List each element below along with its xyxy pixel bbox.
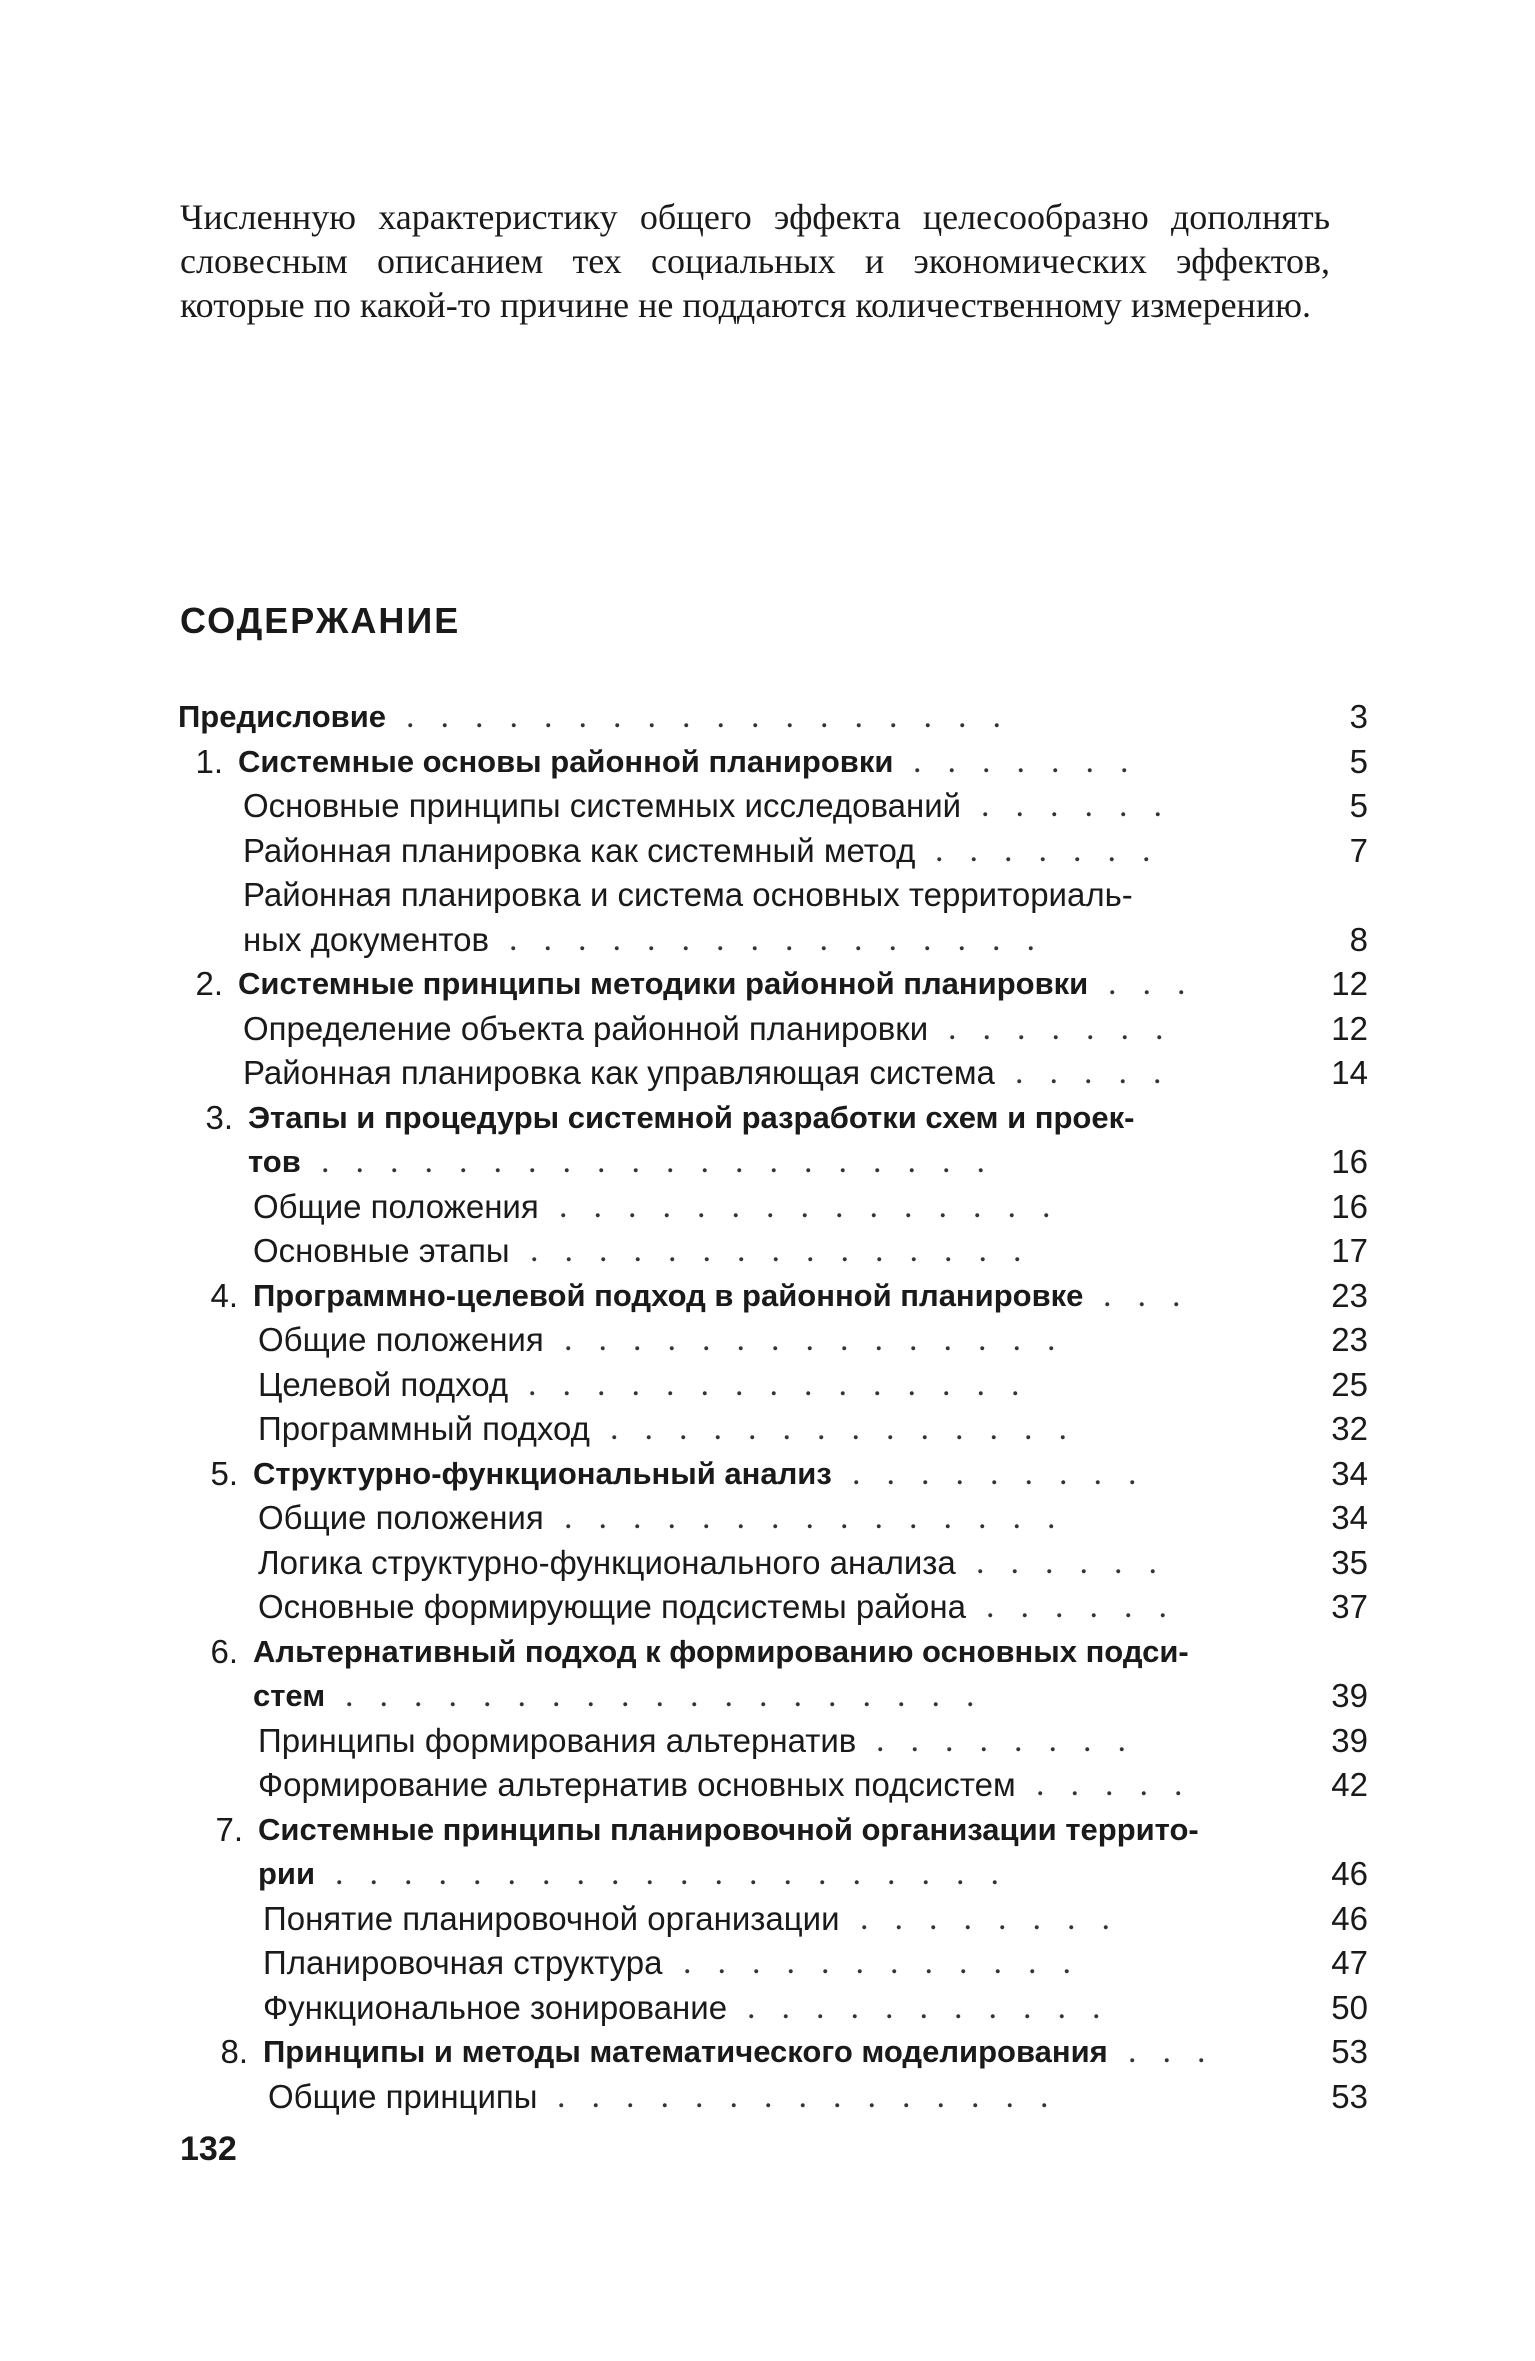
toc-row [178,1407,1368,1452]
toc-page-number: 50 [1331,1988,1368,2026]
toc-page-number: 39 [1331,1721,1368,1759]
toc-chapter-number: 5. [210,1454,238,1492]
toc-page-number: 17 [1331,1232,1368,1269]
toc-leader-dots: ...... [986,1588,1193,1625]
toc-row [178,1808,1368,1853]
toc-chapter-number: 7. [215,1810,243,1848]
toc-entry-title: рии [258,1856,316,1891]
toc-row [178,1140,1368,1185]
table-of-contents [178,695,1368,2119]
toc-page-number: 16 [1331,1187,1368,1225]
toc-entry-title: Альтернативный подход к формированию основных подси- [253,1633,1189,1669]
toc-entry-title: Системные основы районной планировки [238,743,894,779]
toc-row [178,1185,1368,1230]
toc-leader-dots: .................... [335,1855,1025,1892]
toc-row [178,1541,1368,1586]
toc-entry-title: Общие принципы [268,2077,538,2115]
toc-leader-dots: .............. [610,1410,1093,1447]
toc-entry-title: Системные принципы методики районной планировки [238,966,1089,1001]
toc-page-number: 35 [1331,1543,1368,1581]
toc-leader-dots: ....... [913,742,1155,780]
toc-entry-title: Принципы формирования альтернатив [258,1721,857,1759]
toc-row [178,1452,1368,1497]
toc-leader-dots: ... [1103,1276,1207,1314]
toc-page-number: 5 [1349,787,1368,824]
toc-leader-dots: ...... [976,1543,1183,1581]
toc-leader-dots: .................... [321,1143,1011,1180]
toc-entry-title: Принципы и методы математического моделирования [263,2034,1108,2069]
toc-row [178,1674,1368,1719]
toc-row [178,784,1368,829]
toc-page-number: 16 [1331,1143,1368,1180]
toc-row [178,2030,1368,2075]
toc-leader-dots: ................ [509,920,1061,958]
toc-entry-title: Программный подход [258,1410,590,1447]
toc-entry-title: Районная планировка как управляющая система [243,1054,995,1091]
toc-leader-dots: ............... [530,1232,1048,1269]
intro-paragraph: Численную характеристику общего эффекта целесообразно дополнять словесным описанием тех социальных и экономических эффектов, которые по какой-то причине не поддаются количественному измерению. [180,197,1330,325]
toc-chapter-number: 3. [205,1098,233,1136]
toc-row [178,1897,1368,1942]
toc-row [178,2075,1368,2120]
toc-row [178,1496,1368,1541]
toc-page-number: 7 [1349,831,1368,869]
toc-leader-dots: ... [1108,965,1212,1002]
toc-row [178,873,1368,918]
toc-page-number: 12 [1331,1009,1368,1047]
toc-row [178,918,1368,963]
toc-entry-title: Районная планировка и система основных территориаль- [243,876,1133,913]
toc-leader-dots: ..... [1015,1054,1188,1091]
toc-page-number: 37 [1331,1588,1368,1625]
toc-entry-title: Общие положения [253,1187,539,1225]
toc-leader-dots: ................... [345,1677,1001,1714]
toc-row [178,1585,1368,1630]
toc-entry-title: Общие положения [258,1499,544,1536]
toc-leader-dots: ... [1128,2033,1232,2070]
toc-entry-title: Логика структурно-функционального анализа [258,1543,956,1581]
toc-row [178,1096,1368,1141]
toc-chapter-number: 8. [220,2033,248,2070]
toc-row [178,1763,1368,1808]
toc-entry-title: Районная планировка как системный метод [243,831,916,869]
toc-page-number: 23 [1331,1276,1368,1314]
toc-entry-title: Основные принципы системных исследований [243,787,962,824]
contents-heading: СОДЕРЖАНИЕ [180,600,461,641]
toc-row [178,1852,1368,1897]
toc-page-number: 32 [1331,1410,1368,1447]
toc-leader-dots: ..... [1036,1766,1209,1803]
toc-entry-title: Основные этапы [253,1232,510,1269]
toc-leader-dots: ........... [747,1988,1127,2026]
toc-page-number: 23 [1331,1321,1368,1358]
toc-leader-dots: ............... [564,1499,1082,1536]
toc-row [178,1274,1368,1319]
toc-page-number: 42 [1331,1766,1368,1803]
toc-leader-dots: ............... [564,1321,1082,1358]
toc-page-number: 46 [1331,1855,1368,1892]
toc-leader-dots: ......... [852,1454,1163,1492]
toc-entry-title: Предисловие [178,699,387,734]
toc-row [178,1229,1368,1274]
toc-page-number: 12 [1331,965,1368,1002]
toc-page-number: 47 [1331,1944,1368,1981]
toc-page-number: 5 [1349,742,1368,780]
toc-page-number: 8 [1349,920,1368,958]
toc-page-number: 34 [1331,1454,1368,1492]
toc-row [178,1318,1368,1363]
toc-page-number: 39 [1331,1677,1368,1714]
toc-row [178,740,1368,785]
toc-entry-title: Целевой подход [258,1365,509,1403]
toc-chapter-number: 6. [210,1632,238,1670]
toc-row [178,962,1368,1007]
toc-row [178,1051,1368,1096]
toc-page-number: 46 [1331,1899,1368,1937]
toc-entry-title: тов [248,1144,301,1179]
toc-entry-title: Программно-целевой подход в районной планировке [253,1277,1084,1313]
toc-entry-title: Понятие планировочной организации [263,1899,840,1937]
toc-leader-dots: ....... [935,831,1177,869]
toc-row [178,1719,1368,1764]
toc-row [178,1986,1368,2031]
toc-chapter-number: 1. [195,742,223,780]
toc-page-number: 25 [1331,1365,1368,1403]
toc-entry-title: ных документов [243,920,490,958]
toc-leader-dots: ........ [860,1899,1136,1937]
toc-page-number: 53 [1331,2077,1368,2115]
toc-row [178,1007,1368,1052]
toc-chapter-number: 2. [195,965,223,1002]
toc-entry-title: Функциональное зонирование [263,1988,728,2026]
toc-entry-title: Общие положения [258,1321,544,1358]
toc-entry-title: Структурно-функциональный анализ [253,1455,832,1491]
toc-leader-dots: ............... [557,2077,1075,2115]
toc-leader-dots: ....... [948,1009,1190,1047]
toc-leader-dots: .................. [406,698,1027,735]
toc-row [178,1363,1368,1408]
toc-entry-title: Этапы и процедуры системной разработки схем и проек- [248,1099,1135,1135]
toc-entry-title: Планировочная структура [263,1944,663,1981]
toc-entry-title: Основные формирующие подсистемы района [258,1588,966,1625]
toc-row [178,1630,1368,1675]
toc-leader-dots: ............... [559,1187,1077,1225]
toc-leader-dots: ............ [683,1944,1097,1981]
toc-page-number: 53 [1331,2033,1368,2070]
toc-page-number: 34 [1331,1499,1368,1536]
toc-entry-title: Формирование альтернатив основных подсистем [258,1766,1016,1803]
toc-row [178,829,1368,874]
toc-entry-title: Системные принципы планировочной организации террито- [258,1811,1199,1847]
toc-leader-dots: ............... [528,1365,1046,1403]
toc-row [178,695,1368,740]
toc-page-number: 3 [1349,698,1368,735]
toc-chapter-number: 4. [210,1276,238,1314]
toc-entry-title: Определение объекта районной планировки [243,1009,929,1047]
toc-leader-dots: ...... [981,787,1188,824]
toc-leader-dots: ........ [876,1721,1152,1759]
page-number: 132 [180,2130,237,2168]
toc-row [178,1941,1368,1986]
toc-entry-title: стем [253,1678,326,1713]
toc-page-number: 14 [1331,1054,1368,1091]
